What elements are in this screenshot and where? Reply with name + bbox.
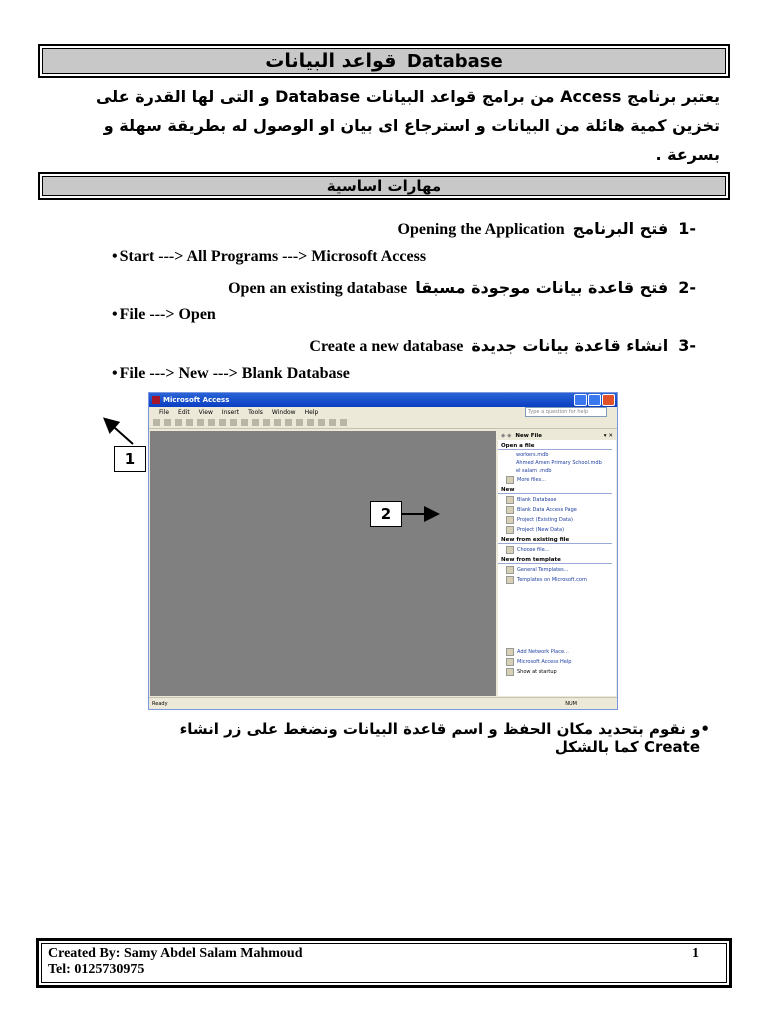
menu-window[interactable]: Window	[271, 408, 296, 416]
recent-file-1[interactable]: workers.mdb	[516, 452, 549, 458]
final-note-line-1	[70, 720, 710, 738]
arrow-1	[106, 420, 133, 444]
menu-view[interactable]: View	[198, 408, 213, 416]
online-templates-label: Templates on Microsoft.com	[517, 577, 587, 583]
footer-page-number: 1	[692, 946, 699, 961]
step-3-arabic: انشاء قاعدة بيانات جديدة	[471, 336, 669, 355]
status-ready: Ready	[152, 700, 168, 707]
footer-tel: Tel: 0125730975	[48, 962, 145, 977]
template-section: New from template	[498, 554, 612, 564]
project-new-label: Project (New Data)	[517, 527, 565, 533]
menu-help[interactable]: Help	[304, 408, 319, 416]
step-1-bullet: • Start ---> All Programs ---> Microsoft Access	[112, 248, 426, 266]
step-3-number: -3	[678, 336, 696, 355]
callout-1: 1	[114, 446, 146, 472]
open-file-section: Open a file	[498, 440, 612, 450]
title-arabic: قواعد البيانات	[265, 50, 397, 72]
final-bullet: •	[700, 720, 710, 738]
step-2-number: -2	[678, 278, 696, 297]
menu-tools[interactable]: Tools	[248, 408, 263, 416]
title-english: Database	[406, 51, 503, 72]
recent-file-2[interactable]: Ahmed Amen Primary School.mdb	[516, 460, 602, 466]
final-note-line-2: Create كما بالشكل	[554, 738, 700, 756]
intro-line-1: يعتبر برنامج Access من برامج قواعد البيانات Database و التى لها القدرة على	[95, 87, 720, 106]
ask-question-input[interactable]: Type a question for help	[525, 407, 607, 417]
blank-dap-label: Blank Data Access Page	[517, 507, 577, 513]
recent-file-3[interactable]: el salam .mdb	[516, 468, 552, 474]
step-1-arabic: فتح البرنامج	[572, 219, 669, 238]
access-help-label: Microsoft Access Help	[517, 659, 572, 665]
intro-line-2: تخزين كمية هائلة من البيانات و استرجاع اى بيان او الوصول له بطريقة سهلة و	[103, 116, 720, 135]
final-note-text-1: و نقوم بتحديد مكان الحفظ و اسم قاعدة البيانات ونضغط على زر انشاء	[179, 720, 701, 738]
footer-author: Created By: Samy Abdel Salam Mahmoud	[48, 946, 303, 961]
callout-2: 2	[370, 501, 402, 527]
footer-box	[36, 938, 732, 988]
show-startup-label: Show at startup	[517, 669, 557, 675]
menu-file[interactable]: File	[159, 408, 170, 416]
menu-edit[interactable]: Edit	[178, 408, 190, 416]
pane-close-icon[interactable]: ▾ ✕	[603, 432, 613, 439]
project-existing-label: Project (Existing Data)	[517, 517, 573, 523]
step-1-number: -1	[678, 219, 696, 238]
intro-line-3: بسرعة .	[655, 145, 720, 164]
network-place-label: Add Network Place...	[517, 649, 569, 655]
more-files-label: More files...	[517, 477, 546, 483]
general-templates-label: General Templates...	[517, 567, 569, 573]
step-3-english: Create a new database	[309, 338, 464, 355]
final-note	[70, 720, 710, 756]
new-section: New	[498, 484, 612, 494]
task-pane-title: New File	[515, 432, 542, 439]
step-2-bullet: • File ---> Open	[112, 306, 216, 324]
existing-file-section: New from existing file	[498, 534, 612, 544]
pane-nav-icon[interactable]: ◆ ◆	[501, 432, 512, 439]
window-title: Microsoft Access	[163, 396, 230, 404]
skills-heading: مهارات اساسية	[326, 177, 442, 195]
choose-file-label: Choose file...	[517, 547, 550, 553]
menu-insert[interactable]: Insert	[221, 408, 240, 416]
step-2-arabic: فتح قاعدة بيانات موجودة مسبقا	[415, 278, 669, 297]
blank-database-label: Blank Database	[517, 497, 557, 503]
step-3-bullet: • File ---> New ---> Blank Database	[112, 365, 350, 383]
step-2-english: Open an existing database	[228, 280, 408, 297]
status-num: NUM	[565, 700, 577, 707]
step-1-english: Opening the Application	[397, 221, 565, 238]
